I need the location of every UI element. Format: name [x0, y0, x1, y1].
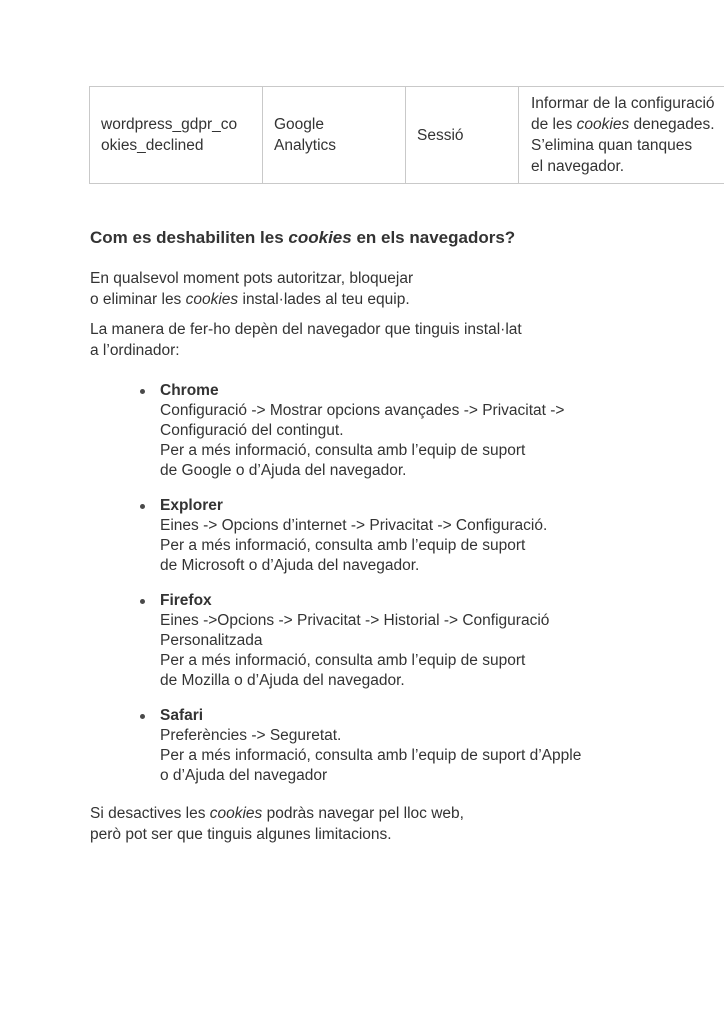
- browser-list: [89, 381, 724, 786]
- list-item-explorer: [89, 496, 724, 576]
- text-line: o d’Ajuda del navegador: [160, 767, 328, 784]
- text-line: Per a més informació, consulta amb l’equip de suport: [160, 652, 526, 669]
- cookie-table-row: [90, 87, 724, 184]
- text-line: el navegador.: [531, 158, 625, 175]
- text-line: de Microsoft o d’Ajuda del navegador.: [160, 557, 420, 574]
- text-line: però pot ser que tinguis algunes limitacions.: [90, 826, 392, 843]
- text-line: Com es deshabiliten les cookies en els navegadors?: [90, 228, 516, 247]
- provider-text: Google Analytics: [274, 116, 337, 154]
- list-item-body: [160, 401, 724, 481]
- list-item-body: [160, 516, 724, 576]
- list-item-title: Firefox: [160, 592, 212, 609]
- text-line: Per a més informació, consulta amb l’equip de suport: [160, 537, 526, 554]
- cell-provider: [263, 87, 406, 184]
- duration-text: Sessió: [417, 126, 464, 144]
- list-item-chrome: [89, 381, 724, 481]
- list-item-title: Explorer: [160, 497, 223, 514]
- list-item-body: [160, 611, 724, 691]
- bullet-icon: [140, 714, 145, 719]
- cell-description: [519, 87, 724, 184]
- paragraph-method: [90, 319, 724, 361]
- text-line: Eines -> Opcions d’internet -> Privacitat -> Configuració.: [160, 517, 548, 534]
- text-line: de Mozilla o d’Ajuda del navegador.: [160, 672, 405, 689]
- text-line: Personalitzada: [160, 632, 263, 649]
- list-item-title: Chrome: [160, 382, 219, 399]
- text-line: Informar de la configuració: [531, 95, 715, 112]
- cell-cookie-name: [90, 87, 263, 184]
- section-heading: [90, 227, 724, 248]
- list-item-title: Safari: [160, 707, 204, 724]
- list-item-safari: [89, 706, 724, 786]
- text-line: de Google o d’Ajuda del navegador.: [160, 462, 407, 479]
- text-line: Configuració -> Mostrar opcions avançades -> Privacitat ->: [160, 402, 565, 419]
- paragraph-intro: [90, 268, 724, 310]
- list-item-firefox: [89, 591, 724, 691]
- text-line: S’elimina quan tanques: [531, 137, 693, 154]
- text-line: de les cookies denegades.: [531, 116, 715, 133]
- text-line: Per a més informació, consulta amb l’equip de suport: [160, 442, 526, 459]
- list-item-body: [160, 726, 724, 786]
- text-line: Per a més informació, consulta amb l’equip de suport d’Apple: [160, 747, 582, 764]
- paragraph-closing: [90, 803, 724, 845]
- bullet-icon: [140, 504, 145, 509]
- text-line: Preferències -> Seguretat.: [160, 727, 342, 744]
- bullet-icon: [140, 389, 145, 394]
- cookie-table: [89, 86, 724, 184]
- cookie-name-text: wordpress_gdpr_cookies_declined: [101, 116, 238, 154]
- cell-duration: [406, 87, 519, 184]
- text-line: o eliminar les cookies instal·lades al teu equip.: [90, 291, 410, 308]
- text-line: En qualsevol moment pots autoritzar, bloquejar: [90, 270, 414, 287]
- text-line: Eines ->Opcions -> Privacitat -> Historial -> Configuració: [160, 612, 550, 629]
- bullet-icon: [140, 599, 145, 604]
- text-line: a l’ordinador:: [90, 342, 180, 359]
- text-line: Configuració del contingut.: [160, 422, 344, 439]
- text-line: La manera de fer-ho depèn del navegador que tinguis instal·lat: [90, 321, 522, 338]
- text-line: Si desactives les cookies podràs navegar pel lloc web,: [90, 805, 464, 822]
